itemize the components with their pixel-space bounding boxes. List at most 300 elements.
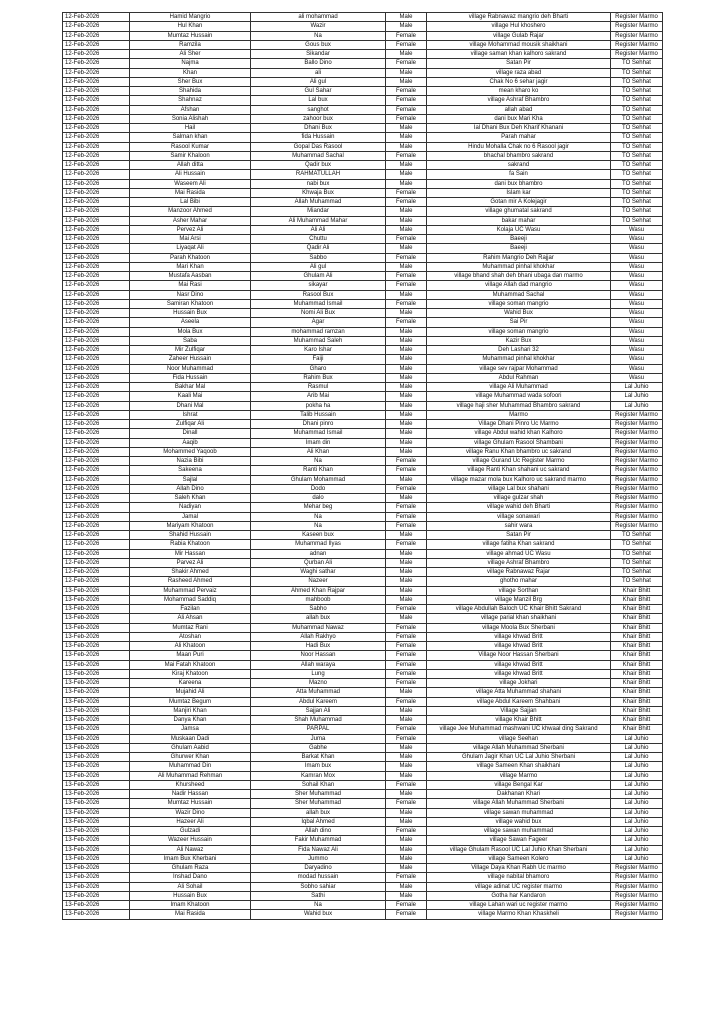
name-cell: Rasool Kumar (130, 142, 251, 151)
father-name-cell: Ali gul (251, 262, 386, 271)
table-row (63, 901, 663, 910)
address-cell: village sawan muhammad (427, 827, 611, 836)
facility-cell: Khair Bhitt (611, 688, 663, 697)
table-row (63, 716, 663, 725)
table-row (63, 383, 663, 392)
facility-cell: Wasu (611, 299, 663, 308)
facility-cell: Wasu (611, 272, 663, 281)
address-cell: village Manzil Brg (427, 595, 611, 604)
address-cell: village Muhammad wada sofoori (427, 392, 611, 401)
table-row (63, 614, 663, 623)
name-cell: Hul Khan (130, 22, 251, 31)
name-cell: Samiran Khatoon (130, 299, 251, 308)
table-row (63, 568, 663, 577)
gender-cell: Female (386, 114, 427, 123)
father-name-cell: Kamran Mox (251, 771, 386, 780)
facility-cell: TO Sehhat (611, 151, 663, 160)
father-name-cell: Sohail Khan (251, 780, 386, 789)
facility-cell: TO Sehhat (611, 216, 663, 225)
date-cell: 12-Feb-2026 (63, 105, 130, 114)
address-cell: village soman mangrio (427, 299, 611, 308)
name-cell: Mai Rasida (130, 910, 251, 919)
address-cell: Rahim Mangrio Deh Rajjar (427, 253, 611, 262)
father-name-cell: Dodo (251, 484, 386, 493)
table-row (63, 558, 663, 567)
date-cell: 12-Feb-2026 (63, 188, 130, 197)
date-cell: 13-Feb-2026 (63, 595, 130, 604)
table-row (63, 577, 663, 586)
father-name-cell: Ali Muhammad Mahar (251, 216, 386, 225)
address-cell: Wahid Bux (427, 309, 611, 318)
gender-cell: Male (386, 808, 427, 817)
table-row (63, 697, 663, 706)
date-cell: 13-Feb-2026 (63, 827, 130, 836)
address-cell: Dakhanan Khari (427, 790, 611, 799)
father-name-cell: Kaseen bux (251, 531, 386, 540)
name-cell: Sher Bux (130, 77, 251, 86)
gender-cell: Male (386, 688, 427, 697)
date-cell: 12-Feb-2026 (63, 355, 130, 364)
father-name-cell: Gopal Das Rasool (251, 142, 386, 151)
facility-cell: Wasu (611, 262, 663, 271)
date-cell: 12-Feb-2026 (63, 568, 130, 577)
date-cell: 13-Feb-2026 (63, 817, 130, 826)
date-cell: 12-Feb-2026 (63, 272, 130, 281)
name-cell: Zaheer Hussain (130, 355, 251, 364)
address-cell: village Abdullah Baloch UC Khair Bhitt Sakrand (427, 605, 611, 614)
father-name-cell: Arib Mai (251, 392, 386, 401)
address-cell: allah abad (427, 105, 611, 114)
table-row (63, 494, 663, 503)
facility-cell: Khair Bhitt (611, 632, 663, 641)
address-cell: village haji sher Muhammad Bhambro sakrand (427, 401, 611, 410)
table-row (63, 873, 663, 882)
table-row (63, 281, 663, 290)
name-cell: Ghulam Aabid (130, 743, 251, 752)
register-table (62, 12, 663, 920)
facility-cell: Khair Bhitt (611, 669, 663, 678)
name-cell: Khan (130, 68, 251, 77)
address-cell: village mazar mola bux Kalhoro uc sakrand marmo (427, 475, 611, 484)
facility-cell: Register Marmo (611, 503, 663, 512)
name-cell: Zulfiqar Ali (130, 420, 251, 429)
address-cell: Marmo (427, 410, 611, 419)
address-cell: Satan Pir (427, 59, 611, 68)
address-cell: sakrand (427, 161, 611, 170)
date-cell: 12-Feb-2026 (63, 22, 130, 31)
table-row (63, 864, 663, 873)
facility-cell: Lal Juhio (611, 790, 663, 799)
table-row (63, 401, 663, 410)
table-row (63, 309, 663, 318)
gender-cell: Male (386, 549, 427, 558)
name-cell: Shahid Hussain (130, 531, 251, 540)
name-cell: Mariyam Khatoon (130, 521, 251, 530)
date-cell: 12-Feb-2026 (63, 392, 130, 401)
address-cell: Gotha har Kandaron (427, 891, 611, 900)
table-row (63, 22, 663, 31)
address-cell: village wahid deh Bharti (427, 503, 611, 512)
name-cell: Saleh Khan (130, 494, 251, 503)
gender-cell: Male (386, 133, 427, 142)
gender-cell: Male (386, 373, 427, 382)
name-cell: Muhammad Pervaiz (130, 586, 251, 595)
facility-cell: Wasu (611, 355, 663, 364)
address-cell: village Khair Bhitt (427, 716, 611, 725)
facility-cell: Register Marmo (611, 13, 663, 22)
father-name-cell: Allah dino (251, 827, 386, 836)
gender-cell: Male (386, 595, 427, 604)
gender-cell: Female (386, 105, 427, 114)
address-cell: village Ashraf Bhambro (427, 558, 611, 567)
gender-cell: Male (386, 161, 427, 170)
address-cell: mean kharo ko (427, 87, 611, 96)
gender-cell: Male (386, 225, 427, 234)
gender-cell: Male (386, 706, 427, 715)
father-name-cell: zahoor bux (251, 114, 386, 123)
gender-cell: Female (386, 827, 427, 836)
gender-cell: Male (386, 401, 427, 410)
table-row (63, 373, 663, 382)
facility-cell: Khair Bhitt (611, 651, 663, 660)
name-cell: Shahnaz (130, 96, 251, 105)
name-cell: Ali Khatoon (130, 642, 251, 651)
name-cell: Mir Hassan (130, 549, 251, 558)
gender-cell: Male (386, 22, 427, 31)
father-name-cell: Faiji (251, 355, 386, 364)
facility-cell: Khair Bhitt (611, 595, 663, 604)
gender-cell: Female (386, 910, 427, 919)
table-row (63, 142, 663, 151)
date-cell: 13-Feb-2026 (63, 790, 130, 799)
father-name-cell: Qadir Ali (251, 244, 386, 253)
name-cell: Muskaan Dadi (130, 734, 251, 743)
father-name-cell: Shah Muhammad (251, 716, 386, 725)
date-cell: 13-Feb-2026 (63, 688, 130, 697)
father-name-cell: Rahim Bux (251, 373, 386, 382)
name-cell: Sajlal (130, 475, 251, 484)
table-row (63, 790, 663, 799)
gender-cell: Female (386, 540, 427, 549)
table-row (63, 151, 663, 160)
date-cell: 13-Feb-2026 (63, 669, 130, 678)
facility-cell: Lal Juhio (611, 836, 663, 845)
gender-cell: Male (386, 753, 427, 762)
name-cell: Imam Bux Kherbani (130, 854, 251, 863)
address-cell: village Sameen Kolero (427, 854, 611, 863)
father-name-cell: pokha ha (251, 401, 386, 410)
facility-cell: TO Sehhat (611, 142, 663, 151)
date-cell: 12-Feb-2026 (63, 420, 130, 429)
name-cell: Saba (130, 336, 251, 345)
table-row (63, 540, 663, 549)
gender-cell: Male (386, 475, 427, 484)
gender-cell: Female (386, 59, 427, 68)
facility-cell: TO Sehhat (611, 96, 663, 105)
table-row (63, 706, 663, 715)
name-cell: Kaali Mai (130, 392, 251, 401)
table-row (63, 688, 663, 697)
name-cell: Wazeer Hussain (130, 836, 251, 845)
father-name-cell: Allah Rakhyo (251, 632, 386, 641)
address-cell: village ghumatal sakrand (427, 207, 611, 216)
name-cell: Ali Sohail (130, 882, 251, 891)
date-cell: 13-Feb-2026 (63, 808, 130, 817)
gender-cell: Female (386, 31, 427, 40)
date-cell: 12-Feb-2026 (63, 235, 130, 244)
father-name-cell: Daryadino (251, 864, 386, 873)
date-cell: 12-Feb-2026 (63, 466, 130, 475)
address-cell: ghotho mahar (427, 577, 611, 586)
gender-cell: Male (386, 207, 427, 216)
address-cell: village Gulab Rajar (427, 31, 611, 40)
name-cell: Imam Khatoon (130, 901, 251, 910)
gender-cell: Female (386, 725, 427, 734)
table-row (63, 216, 663, 225)
date-cell: 12-Feb-2026 (63, 521, 130, 530)
gender-cell: Female (386, 281, 427, 290)
father-name-cell: Lal bux (251, 96, 386, 105)
father-name-cell: Sathi (251, 891, 386, 900)
name-cell: Shahida (130, 87, 251, 96)
gender-cell: Male (386, 355, 427, 364)
table-row (63, 364, 663, 373)
date-cell: 12-Feb-2026 (63, 124, 130, 133)
name-cell: Mai Arsi (130, 235, 251, 244)
date-cell: 12-Feb-2026 (63, 327, 130, 336)
facility-cell: Register Marmo (611, 521, 663, 530)
name-cell: Jamal (130, 512, 251, 521)
date-cell: 13-Feb-2026 (63, 697, 130, 706)
father-name-cell: sikayar (251, 281, 386, 290)
table-row (63, 31, 663, 40)
table-row (63, 623, 663, 632)
date-cell: 12-Feb-2026 (63, 484, 130, 493)
gender-cell: Male (386, 383, 427, 392)
address-cell: Muhammad pinhal khokhar (427, 262, 611, 271)
address-cell: village Ghulam Rasool Shambani (427, 438, 611, 447)
address-cell: village Moola Bux Sherbani (427, 623, 611, 632)
name-cell: Hazeer Ali (130, 817, 251, 826)
name-cell: Mumtaz Begum (130, 697, 251, 706)
date-cell: 12-Feb-2026 (63, 512, 130, 521)
address-cell: Baeeji (427, 244, 611, 253)
address-cell: dani bux bhambro (427, 179, 611, 188)
gender-cell: Male (386, 586, 427, 595)
gender-cell: Male (386, 494, 427, 503)
date-cell: 12-Feb-2026 (63, 401, 130, 410)
date-cell: 13-Feb-2026 (63, 762, 130, 771)
name-cell: Mai Rasida (130, 188, 251, 197)
table-row (63, 660, 663, 669)
father-name-cell: Mehar beg (251, 503, 386, 512)
gender-cell: Male (386, 290, 427, 299)
date-cell: 12-Feb-2026 (63, 198, 130, 207)
gender-cell: Female (386, 873, 427, 882)
address-cell: village Rabnawaz mangrio deh Bharti (427, 13, 611, 22)
gender-cell: Male (386, 420, 427, 429)
address-cell: village soman mangrio (427, 327, 611, 336)
table-row (63, 521, 663, 530)
address-cell: Baeeji (427, 235, 611, 244)
facility-cell: Register Marmo (611, 410, 663, 419)
table-row (63, 466, 663, 475)
table-row (63, 50, 663, 59)
table-row (63, 225, 663, 234)
name-cell: Afshan (130, 105, 251, 114)
table-row (63, 429, 663, 438)
father-name-cell: Nazeer (251, 577, 386, 586)
date-cell: 12-Feb-2026 (63, 410, 130, 419)
name-cell: Rasheed Ahmed (130, 577, 251, 586)
date-cell: 12-Feb-2026 (63, 503, 130, 512)
gender-cell: Female (386, 272, 427, 281)
name-cell: Ramzila (130, 40, 251, 49)
date-cell: 12-Feb-2026 (63, 151, 130, 160)
address-cell: village Ranti Khan shahani uc sakrand (427, 466, 611, 475)
gender-cell: Male (386, 845, 427, 854)
table-row (63, 244, 663, 253)
father-name-cell: Fakir Muhammad (251, 836, 386, 845)
facility-cell: TO Sehhat (611, 188, 663, 197)
name-cell: Mir Zulfiqar (130, 346, 251, 355)
father-name-cell: Agar (251, 318, 386, 327)
name-cell: Khursheed (130, 780, 251, 789)
date-cell: 13-Feb-2026 (63, 873, 130, 882)
gender-cell: Male (386, 364, 427, 373)
date-cell: 13-Feb-2026 (63, 910, 130, 919)
name-cell: Noor Muhammad (130, 364, 251, 373)
facility-cell: TO Sehhat (611, 549, 663, 558)
date-cell: 13-Feb-2026 (63, 771, 130, 780)
date-cell: 13-Feb-2026 (63, 799, 130, 808)
address-cell: village saman khan kalhoro sakrand (427, 50, 611, 59)
name-cell: Mohammad Saddiq (130, 595, 251, 604)
name-cell: Mai Fatah Khatoon (130, 660, 251, 669)
gender-cell: Female (386, 799, 427, 808)
table-row (63, 845, 663, 854)
address-cell: fa Sain (427, 170, 611, 179)
facility-cell: Register Marmo (611, 438, 663, 447)
date-cell: 13-Feb-2026 (63, 780, 130, 789)
father-name-cell: Miandar (251, 207, 386, 216)
table-row (63, 447, 663, 456)
gender-cell: Female (386, 198, 427, 207)
address-cell: village Ranu Khan bhambro uc sakrand (427, 447, 611, 456)
facility-cell: Wasu (611, 373, 663, 382)
facility-cell: TO Sehhat (611, 207, 663, 216)
father-name-cell: Muhammad Ismail (251, 429, 386, 438)
date-cell: 13-Feb-2026 (63, 725, 130, 734)
facility-cell: Register Marmo (611, 910, 663, 919)
father-name-cell: Ranti Khan (251, 466, 386, 475)
name-cell: Mai Rasi (130, 281, 251, 290)
father-name-cell: Ghulam Mohammad (251, 475, 386, 484)
address-cell: village Allah Muhammad Sherbani (427, 743, 611, 752)
father-name-cell: Na (251, 457, 386, 466)
facility-cell: Register Marmo (611, 466, 663, 475)
name-cell: Ishrat (130, 410, 251, 419)
address-cell: Hindu Mohalla Chak no 6 Rasool jagir (427, 142, 611, 151)
father-name-cell: Wahid bux (251, 910, 386, 919)
gender-cell: Male (386, 854, 427, 863)
father-name-cell: Na (251, 521, 386, 530)
address-cell: Muhammad pinhal khokhar (427, 355, 611, 364)
gender-cell: Female (386, 642, 427, 651)
date-cell: 12-Feb-2026 (63, 540, 130, 549)
facility-cell: Wasu (611, 253, 663, 262)
table-row (63, 669, 663, 678)
table-row (63, 59, 663, 68)
name-cell: Parvez Ali (130, 558, 251, 567)
date-cell: 12-Feb-2026 (63, 438, 130, 447)
gender-cell: Female (386, 188, 427, 197)
address-cell: Gotan mir A Kolejagir (427, 198, 611, 207)
father-name-cell: Na (251, 512, 386, 521)
date-cell: 13-Feb-2026 (63, 891, 130, 900)
name-cell: Mumtaz Hussain (130, 31, 251, 40)
table-row (63, 605, 663, 614)
address-cell: village Seehan (427, 734, 611, 743)
father-name-cell: Gous bux (251, 40, 386, 49)
gender-cell: Male (386, 568, 427, 577)
gender-cell: Female (386, 318, 427, 327)
address-cell: village Hul khoshero (427, 22, 611, 31)
gender-cell: Male (386, 77, 427, 86)
father-name-cell: Imam din (251, 438, 386, 447)
table-row (63, 170, 663, 179)
name-cell: Gulzadi (130, 827, 251, 836)
address-cell: Ghulam Jagir Khan UC Lal Juhio Sherbani (427, 753, 611, 762)
father-name-cell: Hadi Bux (251, 642, 386, 651)
name-cell: Sakeena (130, 466, 251, 475)
date-cell: 12-Feb-2026 (63, 68, 130, 77)
gender-cell: Male (386, 170, 427, 179)
facility-cell: Register Marmo (611, 40, 663, 49)
gender-cell: Male (386, 346, 427, 355)
address-cell: village nabital bhamoro (427, 873, 611, 882)
gender-cell: Female (386, 40, 427, 49)
gender-cell: Male (386, 438, 427, 447)
father-name-cell: Juma (251, 734, 386, 743)
address-cell: Village Sajjan (427, 706, 611, 715)
date-cell: 12-Feb-2026 (63, 429, 130, 438)
address-cell: village Jee Muhammad mashwani UC khwaal ding Sakrand (427, 725, 611, 734)
address-cell: village Marmo Khan Khaskheli (427, 910, 611, 919)
gender-cell: Male (386, 891, 427, 900)
date-cell: 13-Feb-2026 (63, 882, 130, 891)
date-cell: 12-Feb-2026 (63, 59, 130, 68)
date-cell: 13-Feb-2026 (63, 836, 130, 845)
facility-cell: Wasu (611, 281, 663, 290)
name-cell: Danya Khan (130, 716, 251, 725)
facility-cell: Lal Juhio (611, 771, 663, 780)
table-row (63, 235, 663, 244)
address-cell: village Sameen Khan shaikhani (427, 762, 611, 771)
father-name-cell: Khwaja Bux (251, 188, 386, 197)
name-cell: Hussain Bux (130, 891, 251, 900)
table-row (63, 827, 663, 836)
date-cell: 13-Feb-2026 (63, 623, 130, 632)
name-cell: Ghulam Raza (130, 864, 251, 873)
facility-cell: Register Marmo (611, 475, 663, 484)
address-cell: bakar mahar (427, 216, 611, 225)
gender-cell: Male (386, 216, 427, 225)
father-name-cell: Sikandar (251, 50, 386, 59)
father-name-cell: allah bux (251, 614, 386, 623)
date-cell: 12-Feb-2026 (63, 96, 130, 105)
table-row (63, 198, 663, 207)
